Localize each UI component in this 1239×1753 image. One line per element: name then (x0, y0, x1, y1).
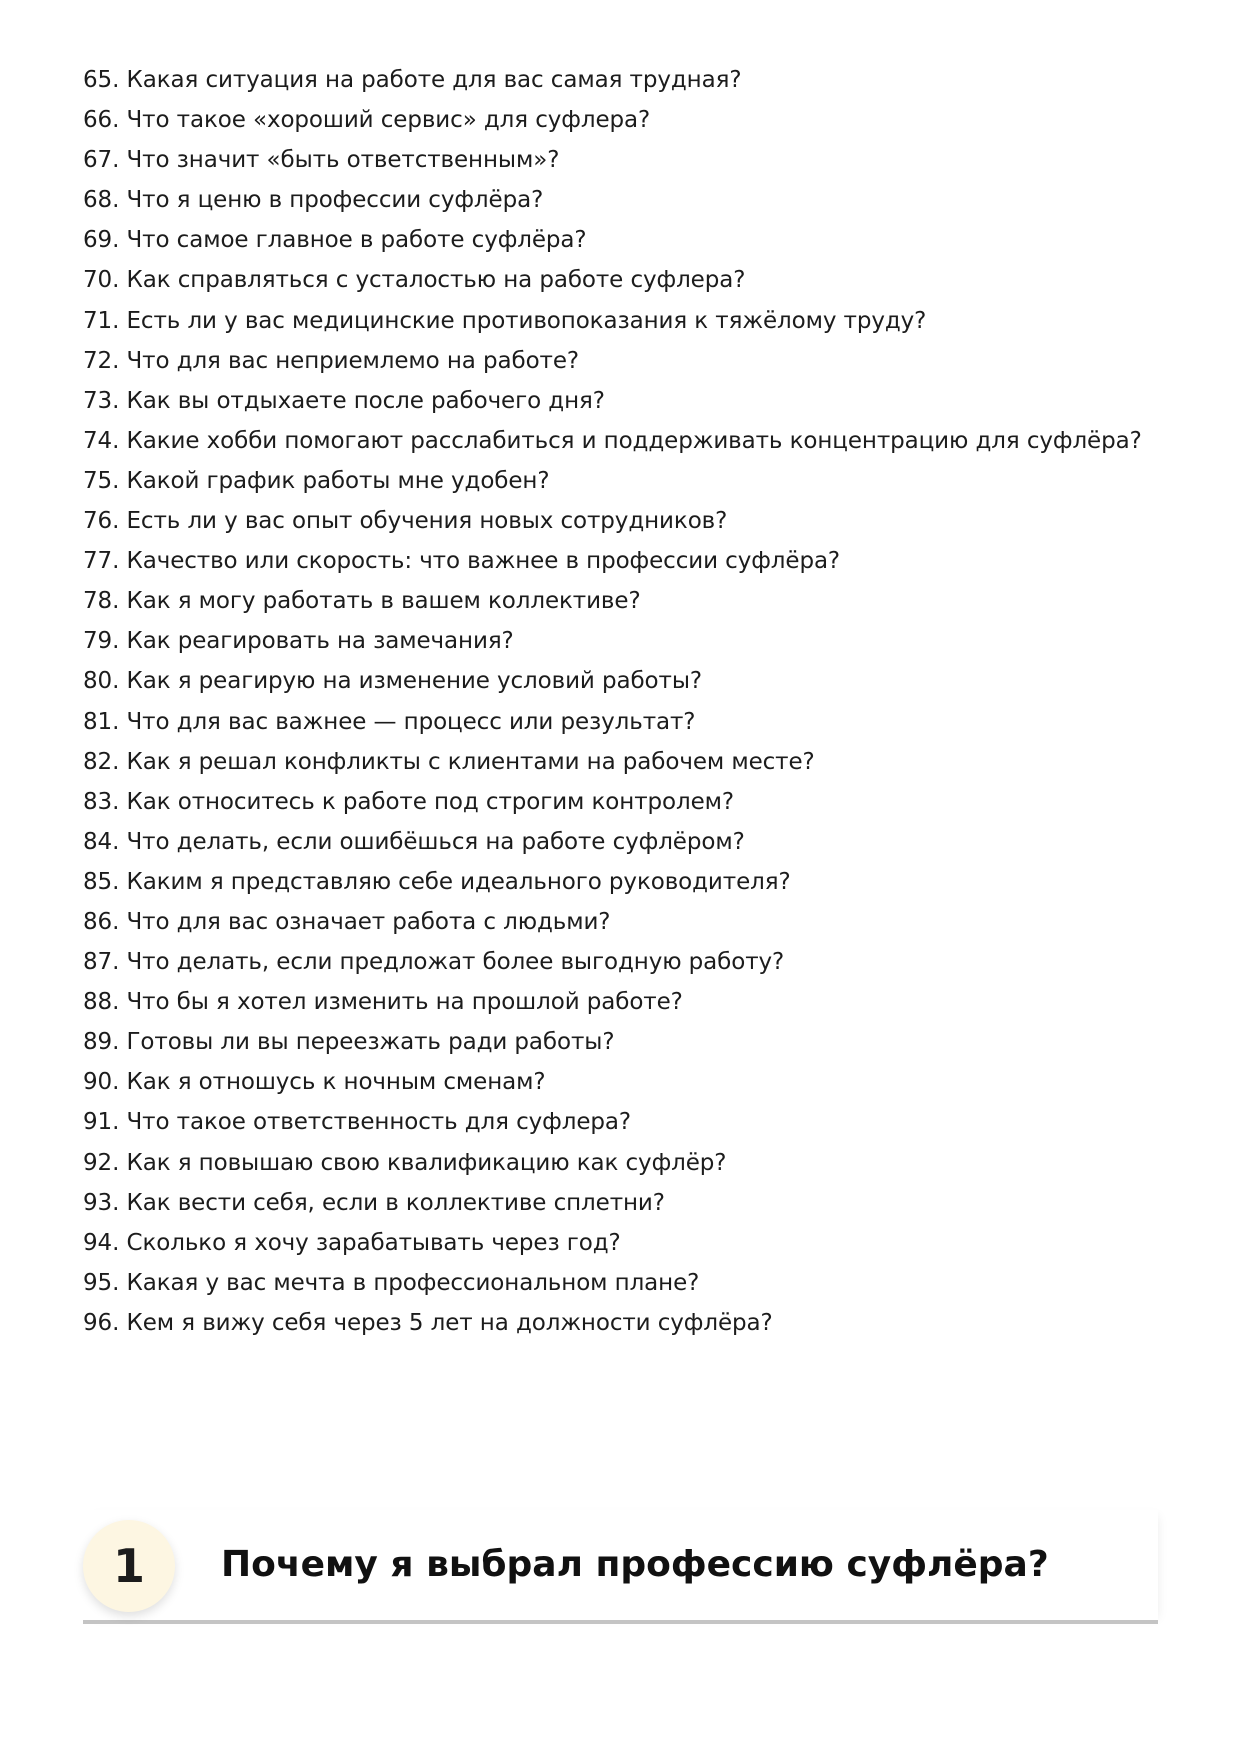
question-text: Как я реагирую на изменение условий работы? (126, 668, 702, 695)
question-item-88 (83, 982, 1142, 1022)
question-item-81 (83, 702, 1142, 742)
question-text: Что делать, если ошибёшься на работе суфлёром? (126, 828, 745, 855)
question-item-70 (83, 260, 1142, 300)
question-number: 95. (83, 1269, 120, 1296)
question-number: 75. (83, 467, 120, 494)
question-item-66 (83, 100, 1142, 140)
question-item-74 (83, 421, 1142, 461)
question-text: Сколько я хочу зарабатывать через год? (126, 1229, 621, 1256)
question-text: Что я ценю в профессии суфлёра? (126, 187, 544, 214)
question-number: 81. (83, 708, 120, 735)
question-number: 82. (83, 748, 120, 775)
question-item-94 (83, 1223, 1142, 1263)
question-text: Как относитесь к работе под строгим контролем? (126, 788, 734, 815)
question-number: 66. (83, 107, 120, 134)
question-item-71 (83, 301, 1142, 341)
question-number: 96. (83, 1309, 120, 1336)
question-item-90 (83, 1062, 1142, 1102)
question-number: 67. (83, 147, 120, 174)
question-text: Каким я представляю себе идеального руководителя? (126, 868, 791, 895)
question-item-79 (83, 621, 1142, 661)
question-item-84 (83, 822, 1142, 862)
question-item-96 (83, 1303, 1142, 1343)
question-item-86 (83, 902, 1142, 942)
question-text: Что для вас неприемлемо на работе? (126, 347, 580, 374)
question-item-75 (83, 461, 1142, 501)
question-text: Как я могу работать в вашем коллективе? (126, 588, 641, 615)
question-text: Как реагировать на замечания? (126, 628, 514, 655)
question-number: 83. (83, 788, 120, 815)
question-item-76 (83, 501, 1142, 541)
question-text: Что бы я хотел изменить на прошлой работе? (126, 989, 683, 1016)
question-item-93 (83, 1183, 1142, 1223)
question-text: Готовы ли вы переезжать ради работы? (126, 1029, 615, 1056)
question-number: 73. (83, 387, 120, 414)
question-text: Как я отношусь к ночным сменам? (126, 1069, 546, 1096)
question-number: 65. (83, 67, 120, 93)
question-item-83 (83, 782, 1142, 822)
question-number: 77. (83, 548, 120, 575)
question-text: Какая ситуация на работе для вас самая трудная? (126, 67, 742, 93)
question-item-85 (83, 862, 1142, 902)
question-text: Что такое ответственность для суфлера? (126, 1109, 631, 1136)
question-item-69 (83, 220, 1142, 260)
question-number: 72. (83, 347, 120, 374)
question-item-67 (83, 140, 1142, 180)
question-number: 79. (83, 628, 120, 655)
question-text: Как вы отдыхаете после рабочего дня? (126, 387, 605, 414)
question-item-80 (83, 661, 1142, 701)
question-number: 89. (83, 1029, 120, 1056)
question-item-65 (83, 60, 1142, 100)
question-text: Какая у вас мечта в профессиональном плане? (126, 1269, 700, 1296)
question-item-87 (83, 942, 1142, 982)
question-number: 78. (83, 588, 120, 615)
question-text: Как я повышаю свою квалификацию как суфлёр? (126, 1149, 727, 1176)
question-text: Кем я вижу себя через 5 лет на должности суфлёра? (126, 1309, 773, 1336)
question-number: 88. (83, 989, 120, 1016)
question-number: 85. (83, 868, 120, 895)
section-number-badge: 1 (83, 1520, 175, 1612)
question-text: Какие хобби помогают расслабиться и поддерживать концентрацию для суфлёра? (126, 427, 1142, 454)
question-number: 68. (83, 187, 120, 214)
question-text: Что для вас означает работа с людьми? (126, 908, 611, 935)
question-number: 71. (83, 307, 120, 334)
question-item-78 (83, 581, 1142, 621)
question-number: 84. (83, 828, 120, 855)
question-number: 90. (83, 1069, 120, 1096)
question-list (83, 60, 1142, 1343)
question-number: 93. (83, 1189, 120, 1216)
question-item-95 (83, 1263, 1142, 1303)
question-number: 70. (83, 267, 120, 294)
question-text: Качество или скорость: что важнее в профессии суфлёра? (126, 548, 841, 575)
question-text: Что делать, если предложат более выгодную работу? (126, 949, 785, 976)
question-item-72 (83, 341, 1142, 381)
question-number: 87. (83, 949, 120, 976)
question-item-89 (83, 1022, 1142, 1062)
question-text: Есть ли у вас опыт обучения новых сотрудников? (126, 508, 728, 535)
question-number: 92. (83, 1149, 120, 1176)
question-number: 91. (83, 1109, 120, 1136)
question-text: Какой график работы мне удобен? (126, 467, 550, 494)
question-text: Что для вас важнее — процесс или результат? (126, 708, 696, 735)
question-text: Есть ли у вас медицинские противопоказания к тяжёлому труду? (126, 307, 927, 334)
section-header (83, 1510, 1158, 1624)
question-item-92 (83, 1143, 1142, 1183)
question-text: Что такое «хороший сервис» для суфлера? (126, 107, 651, 134)
question-text: Что самое главное в работе суфлёра? (126, 227, 587, 254)
question-text: Как я решал конфликты с клиентами на рабочем месте? (126, 748, 815, 775)
question-text: Что значит «быть ответственным»? (126, 147, 560, 174)
question-number: 76. (83, 508, 120, 535)
question-number: 74. (83, 427, 120, 454)
question-number: 69. (83, 227, 120, 254)
question-item-82 (83, 742, 1142, 782)
question-item-68 (83, 180, 1142, 220)
question-item-73 (83, 381, 1142, 421)
question-item-77 (83, 541, 1142, 581)
question-number: 80. (83, 668, 120, 695)
section-title: Почему я выбрал профессию суфлёра? (221, 1544, 1049, 1585)
question-text: Как вести себя, если в коллективе сплетни? (126, 1189, 665, 1216)
question-text: Как справляться с усталостью на работе суфлера? (126, 267, 746, 294)
question-number: 86. (83, 908, 120, 935)
question-number: 94. (83, 1229, 120, 1256)
question-item-91 (83, 1102, 1142, 1142)
